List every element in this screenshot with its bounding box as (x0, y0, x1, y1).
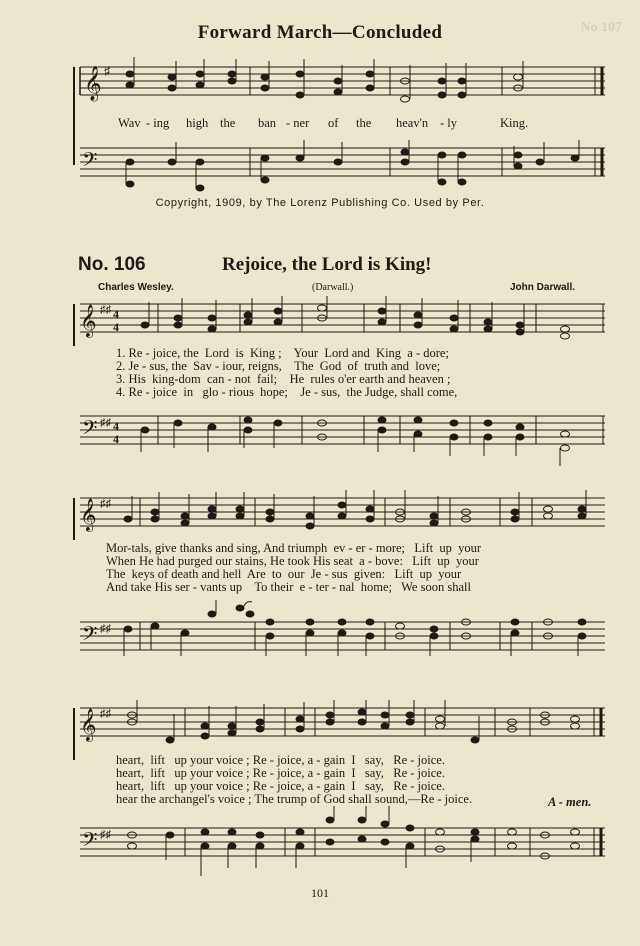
svg-text:𝄞: 𝄞 (84, 66, 102, 101)
lyric-word: the (220, 116, 236, 130)
system2-treble-staff (0, 490, 640, 540)
svg-text:𝄞: 𝄞 (80, 498, 97, 531)
svg-text:♯: ♯ (104, 64, 110, 78)
system3-bass-staff (0, 806, 640, 886)
tune-name: (Darwall.) (312, 282, 354, 293)
verse-line: heart, lift up your voice ; Re - joice, a - gain I say, Re - joice. (116, 753, 445, 767)
svg-text:𝄢: 𝄢 (82, 828, 98, 856)
verse-line: 2. Je - sus, the Sav - iour, reigns, The God of truth and love; (116, 359, 441, 373)
svg-text:4: 4 (113, 307, 119, 321)
lyric-word: - ing (146, 116, 170, 130)
system3-treble-staff (0, 700, 640, 760)
lyric-word: King. (500, 116, 529, 130)
hymn-number: No. 106 (78, 254, 146, 275)
hymn-title: Rejoice, the Lord is King! (222, 254, 432, 275)
verse-line: Mor-tals, give thanks and sing, And triumph ev - er - more; Lift up your (106, 541, 482, 555)
page-number: 101 (311, 886, 329, 900)
ghost-page-number: No 107 (580, 20, 622, 35)
verse-line: When He had purged our stains, He took His seat a - bove: Lift up your (106, 554, 479, 568)
svg-text:4: 4 (113, 432, 119, 446)
lyric-word: high (186, 116, 209, 130)
svg-text:4: 4 (113, 320, 119, 334)
lyric-word: - ner (286, 116, 310, 130)
verse-line: And take His ser - vants up To their e - ter - nal home; We soon shall (106, 580, 471, 594)
svg-text:𝄞: 𝄞 (80, 708, 97, 741)
svg-text:4: 4 (113, 419, 119, 433)
svg-text:𝄢: 𝄢 (82, 148, 98, 176)
lyric-word: of (328, 116, 339, 130)
svg-text:𝄢: 𝄢 (82, 416, 98, 444)
verse-line: heart, lift up your voice ; Re - joice, a - gain I say, Re - joice. (116, 766, 445, 780)
forward-march-bass-staff (0, 140, 640, 200)
svg-text:♯♯: ♯♯ (100, 708, 111, 720)
verse-line: 1. Re - joice, the Lord is King ; Your Lord and King a - dore; (116, 346, 449, 360)
lyric-word: - ly (440, 116, 458, 130)
svg-text:♯♯: ♯♯ (100, 498, 111, 510)
verse-line: The keys of death and hell Are to our Je - sus given: Lift up your (106, 567, 462, 581)
amen-text: A - men. (548, 795, 592, 809)
system1-treble-staff (0, 296, 640, 346)
svg-text:♯♯: ♯♯ (100, 417, 111, 429)
words-credit: Charles Wesley. (98, 282, 174, 293)
svg-text:𝄞: 𝄞 (80, 304, 97, 337)
lyric-word: heav'n (396, 116, 429, 130)
svg-text:𝄢: 𝄢 (82, 622, 98, 650)
svg-text:♯♯: ♯♯ (100, 304, 111, 316)
section-title: Forward March—Concluded (197, 22, 443, 43)
music-credit: John Darwall. (510, 282, 576, 293)
verse-line: heart, lift up your voice ; Re - joice, a - gain I say, Re - joice. (116, 779, 445, 793)
system2-bass-staff (0, 600, 640, 670)
lyric-word: ban (258, 116, 277, 130)
verse-line: 3. His king-dom can - not fail; He rules o'er earth and heaven ; (116, 372, 451, 386)
copyright-notice: Copyright, 1909, by The Lorenz Publishing Co. Used by Per. (155, 197, 485, 209)
verse-line: 4. Re - joice in glo - rious hope; Je - sus, the Judge, shall come, (116, 385, 458, 399)
forward-march-lyrics (0, 116, 640, 132)
verse-line: hear the archangel's voice ; The trump of God shall sound,—Re - joice. (116, 792, 473, 806)
lyric-word: Wav (118, 116, 141, 130)
svg-text:♯♯: ♯♯ (100, 829, 111, 841)
system1-bass-staff (0, 408, 640, 468)
lyric-word: the (356, 116, 372, 130)
svg-text:♯♯: ♯♯ (100, 623, 111, 635)
